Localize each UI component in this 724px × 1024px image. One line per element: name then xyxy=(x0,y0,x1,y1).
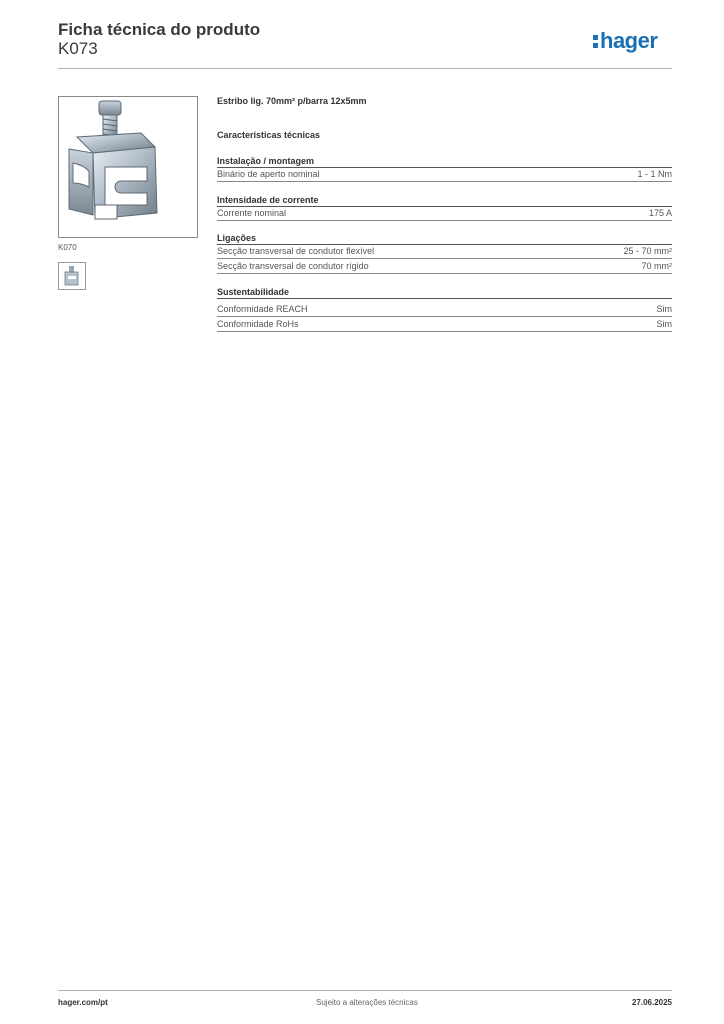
thumbnail-clamp-icon xyxy=(59,263,85,289)
spec-label: Corrente nominal xyxy=(217,208,287,218)
product-description: Estribo lig. 70mm² p/barra 12x5mm xyxy=(217,96,367,106)
group-title-connections: Ligações xyxy=(217,233,672,245)
group-title-current: Intensidade de corrente xyxy=(217,195,672,207)
spec-label: Binário de aperto nominal xyxy=(217,169,320,179)
product-image xyxy=(58,96,198,238)
logo-dot-top xyxy=(593,35,598,40)
section-title: Características técnicas xyxy=(217,130,321,140)
terminal-clamp-illustration xyxy=(59,97,197,237)
spec-value: 1 - 1 Nm xyxy=(637,169,672,179)
header-divider xyxy=(58,68,672,69)
group-title-sustainability: Sustentabilidade xyxy=(217,287,672,299)
logo-text: hager xyxy=(600,28,658,53)
product-code: K073 xyxy=(58,39,98,58)
spec-value: 175 A xyxy=(648,208,672,218)
footer-website-link[interactable]: hager.com/pt xyxy=(58,998,108,1007)
footer-note: Sujeito a alterações técnicas xyxy=(316,998,418,1007)
hager-logo xyxy=(592,27,674,57)
spec-label: Secção transversal de condutor flexível xyxy=(217,246,375,256)
spec-row xyxy=(217,318,672,332)
spec-row xyxy=(217,168,672,182)
spec-label: Secção transversal de condutor rígido xyxy=(217,261,369,271)
spec-value: 25 - 70 mm² xyxy=(623,246,672,256)
spec-value: Sim xyxy=(656,319,672,329)
footer-date: 27.06.2025 xyxy=(631,998,672,1007)
spec-row xyxy=(217,303,672,317)
group-title-installation: Instalação / montagem xyxy=(217,156,672,168)
spec-label: Conformidade REACH xyxy=(217,304,308,314)
spec-label: Conformidade RoHs xyxy=(217,319,299,329)
thumbnail-image[interactable] xyxy=(58,262,86,290)
image-caption: K070 xyxy=(58,243,77,252)
footer-divider xyxy=(58,990,672,991)
page-title: Ficha técnica do produto xyxy=(58,20,261,39)
logo-dot-bottom xyxy=(593,43,598,48)
spec-row xyxy=(217,207,672,221)
spec-value: 70 mm² xyxy=(641,261,672,271)
spec-row xyxy=(217,260,672,274)
spec-value: Sim xyxy=(656,304,672,314)
spec-row xyxy=(217,245,672,259)
